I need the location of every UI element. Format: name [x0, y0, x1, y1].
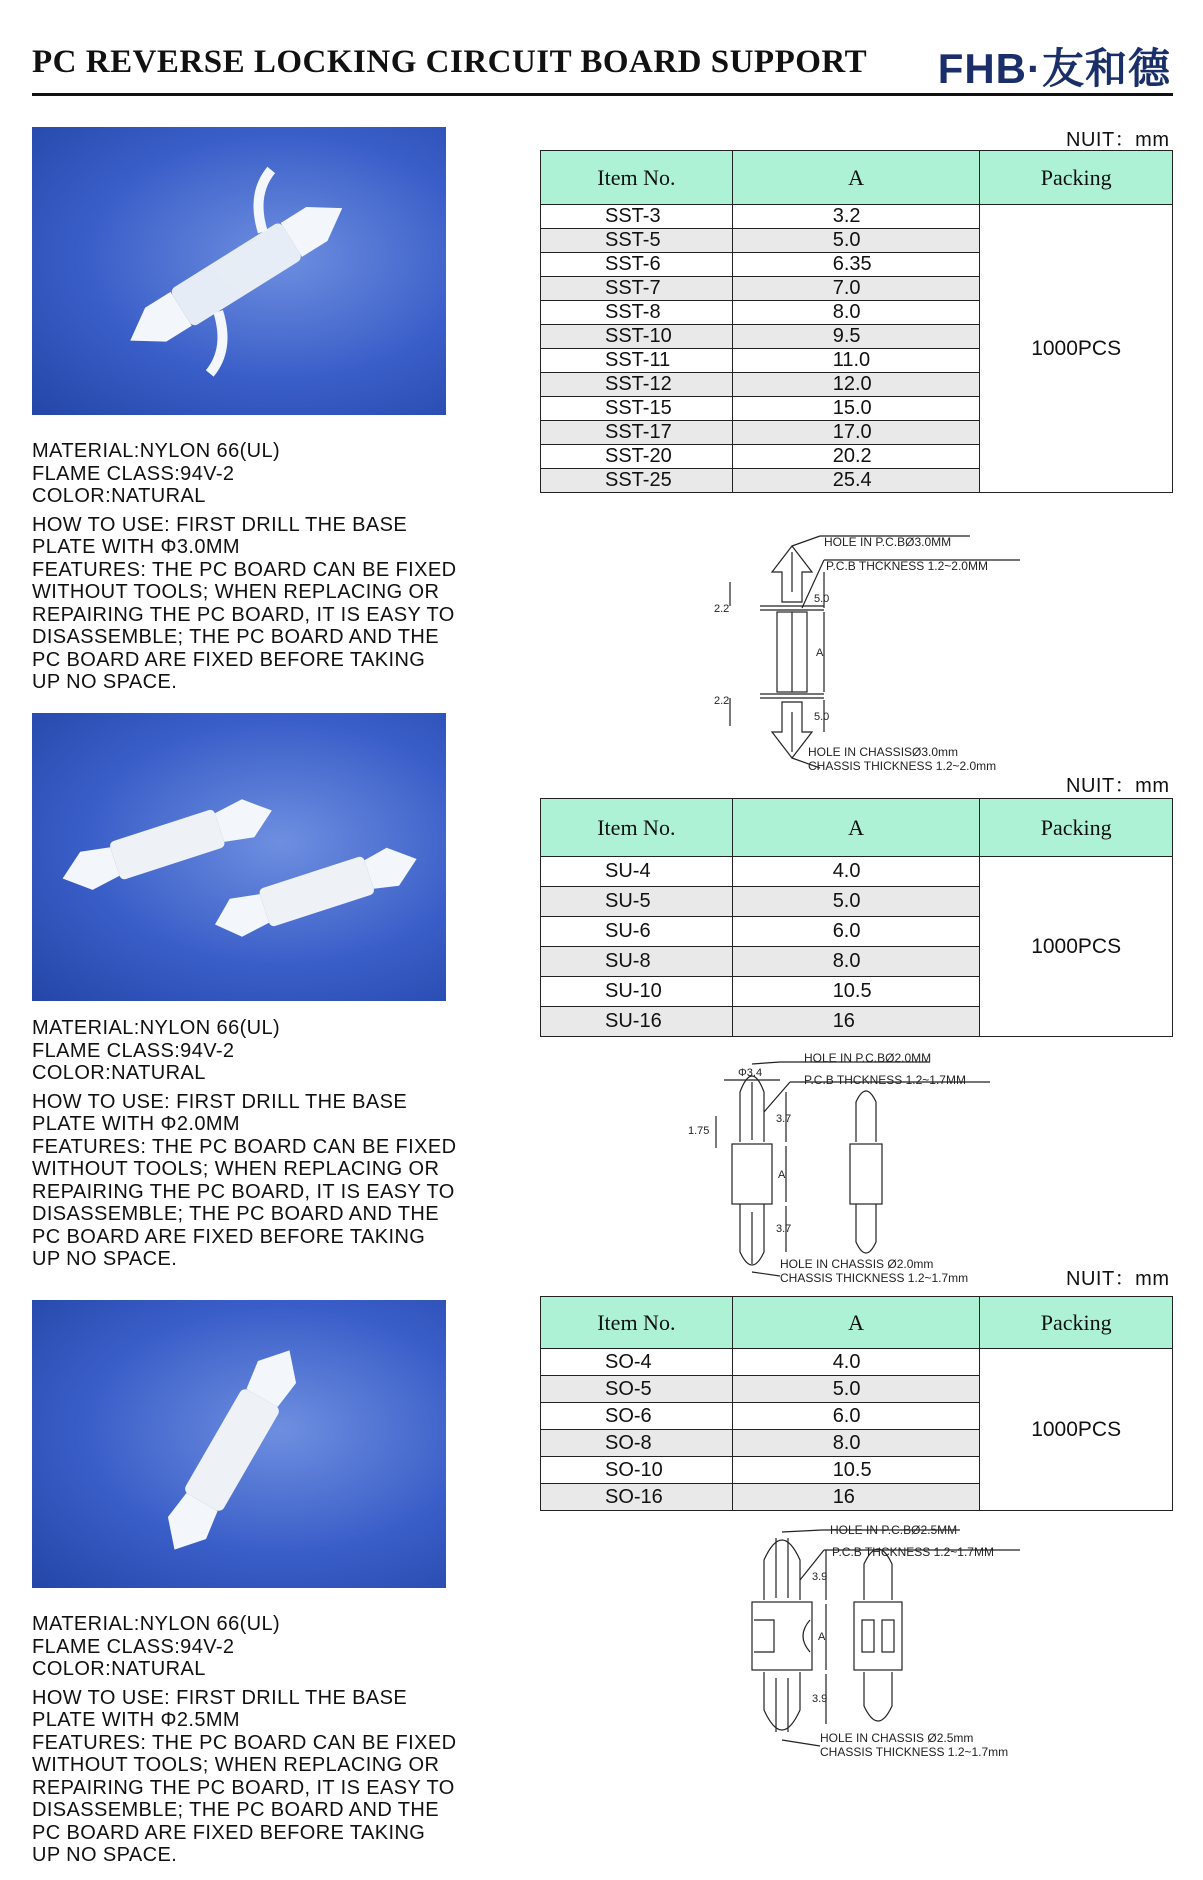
value-cell: 5.0	[732, 229, 980, 253]
item-cell: SST-8	[541, 301, 733, 325]
product-photo-su	[32, 713, 446, 1001]
note-hole-chassis: HOLE IN CHASSIS Ø2.0mm	[780, 1257, 934, 1271]
item-cell: SO-10	[541, 1457, 733, 1484]
item-cell: SU-6	[541, 917, 733, 947]
note-hole-pcb: HOLE IN P.C.BØ2.5MM	[830, 1523, 958, 1537]
item-cell: SST-10	[541, 325, 733, 349]
howto-text: HOW TO USE: FIRST DRILL THE BASE	[32, 513, 408, 536]
dim-label: 3.9	[812, 1571, 828, 1583]
feature-line: REPAIRING THE PC BOARD, IT IS EASY TO	[32, 1776, 455, 1799]
item-cell: SO-5	[541, 1376, 733, 1403]
value-cell: 17.0	[732, 421, 980, 445]
howto-text: PLATE WITH Φ2.0MM	[32, 1113, 240, 1135]
note-chassis-thickness: CHASSIS THICKNESS 1.2~1.7mm	[780, 1271, 969, 1285]
diagram-so	[740, 1520, 1060, 1760]
feature-line: DISASSEMBLE; THE PC BOARD AND THE	[32, 626, 440, 648]
item-cell: SU-8	[541, 947, 733, 977]
item-cell: SO-6	[541, 1403, 733, 1430]
brand-logo: FHB·友和德	[937, 45, 1171, 92]
value-cell: 16	[732, 1007, 980, 1037]
item-cell: SST-5	[541, 229, 733, 253]
item-cell: SU-16	[541, 1007, 733, 1037]
howto-text: HOW TO USE: FIRST DRILL THE BASE	[32, 1090, 408, 1113]
note-pcb-thickness: P.C.B THCKNESS 1.2~1.7MM	[804, 1073, 966, 1087]
value-cell: 5.0	[732, 887, 980, 917]
note-pcb-thickness: P.C.B THCKNESS 1.2~2.0MM	[826, 559, 988, 573]
col-header-packing: Packing	[980, 1297, 1173, 1349]
item-cell: SST-11	[541, 349, 733, 373]
value-cell: 4.0	[732, 1349, 980, 1376]
item-cell: SST-12	[541, 373, 733, 397]
specs-so	[32, 1613, 462, 1867]
header-divider	[32, 93, 1173, 96]
value-cell: 4.0	[732, 857, 980, 887]
table-row	[541, 1349, 1173, 1376]
flame-text: FLAME CLASS:94V-2	[32, 1635, 235, 1658]
feature-line: FEATURES: THE PC BOARD CAN BE FIXED	[32, 1731, 457, 1754]
table-row	[541, 205, 1173, 229]
note-hole-chassis: HOLE IN CHASSIS Ø2.5mm	[820, 1731, 974, 1745]
col-header-item: Item No.	[541, 151, 733, 205]
dim-label: A	[818, 1631, 826, 1643]
unit-label: NUIT：mm	[1066, 1268, 1170, 1290]
material-text: MATERIAL:NYLON 66(UL)	[32, 440, 281, 462]
col-header-a: A	[732, 799, 980, 857]
unit-label: NUIT：mm	[1066, 129, 1170, 151]
value-cell: 25.4	[732, 469, 980, 493]
howto-text: PLATE WITH Φ2.5MM	[32, 1709, 240, 1731]
dim-label: 5.0	[814, 593, 830, 605]
note-pcb-thickness: P.C.B THCKNESS 1.2~1.7MM	[832, 1545, 994, 1559]
packing-cell: 1000PCS	[980, 205, 1173, 493]
value-cell: 5.0	[732, 1376, 980, 1403]
value-cell: 11.0	[732, 349, 980, 373]
feature-line: WITHOUT TOOLS; WHEN REPLACING OR	[32, 1754, 440, 1776]
col-header-item: Item No.	[541, 1297, 733, 1349]
spec-table-sst	[540, 150, 1173, 493]
product-photo-so	[32, 1300, 446, 1588]
dim-label: 2.2	[714, 695, 730, 707]
item-cell: SO-4	[541, 1349, 733, 1376]
dim-label: 5.0	[814, 711, 830, 723]
feature-line: FEATURES: THE PC BOARD CAN BE FIXED	[32, 558, 457, 581]
dim-label: 3.7	[776, 1223, 792, 1235]
spec-table-so	[540, 1296, 1173, 1511]
feature-line: WITHOUT TOOLS; WHEN REPLACING OR	[32, 1158, 440, 1180]
value-cell: 6.35	[732, 253, 980, 277]
flame-text: FLAME CLASS:94V-2	[32, 1039, 235, 1062]
value-cell: 12.0	[732, 373, 980, 397]
dim-label: 3.9	[812, 1693, 828, 1705]
item-cell: SST-7	[541, 277, 733, 301]
item-cell: SU-4	[541, 857, 733, 887]
diagram-su	[690, 1052, 1030, 1287]
dim-label: Φ3.4	[738, 1067, 763, 1079]
value-cell: 10.5	[732, 977, 980, 1007]
feature-line: DISASSEMBLE; THE PC BOARD AND THE	[32, 1799, 440, 1821]
table-row	[541, 857, 1173, 887]
note-chassis-thickness: CHASSIS THICKNESS 1.2~1.7mm	[820, 1745, 1009, 1759]
feature-line: WITHOUT TOOLS; WHEN REPLACING OR	[32, 581, 440, 603]
item-cell: SST-20	[541, 445, 733, 469]
value-cell: 10.5	[732, 1457, 980, 1484]
item-cell: SST-15	[541, 397, 733, 421]
dim-label: 3.7	[776, 1113, 792, 1125]
specs-sst	[32, 440, 462, 694]
note-chassis-thickness: CHASSIS THICKNESS 1.2~2.0mm	[808, 759, 997, 773]
note-hole-pcb: HOLE IN P.C.BØ3.0MM	[824, 535, 952, 549]
feature-line: UP NO SPACE.	[32, 1248, 178, 1270]
diagram-sst	[714, 532, 1040, 777]
material-text: MATERIAL:NYLON 66(UL)	[32, 1017, 281, 1039]
col-header-item: Item No.	[541, 799, 733, 857]
value-cell: 3.2	[732, 205, 980, 229]
note-hole-chassis: HOLE IN CHASSISØ3.0mm	[808, 745, 959, 759]
color-text: COLOR:NATURAL	[32, 485, 206, 507]
spec-table-su	[540, 798, 1173, 1037]
item-cell: SU-5	[541, 887, 733, 917]
value-cell: 8.0	[732, 947, 980, 977]
specs-su	[32, 1017, 462, 1271]
col-header-a: A	[732, 1297, 980, 1349]
dim-label: A	[816, 647, 824, 659]
dim-label: 2.2	[714, 603, 730, 615]
feature-line: DISASSEMBLE; THE PC BOARD AND THE	[32, 1203, 440, 1225]
color-text: COLOR:NATURAL	[32, 1062, 206, 1084]
col-header-packing: Packing	[980, 799, 1173, 857]
unit-label: NUIT：mm	[1066, 775, 1170, 797]
col-header-a: A	[732, 151, 980, 205]
howto-text: PLATE WITH Φ3.0MM	[32, 536, 240, 558]
packing-cell: 1000PCS	[980, 1349, 1173, 1511]
feature-line: PC BOARD ARE FIXED BEFORE TAKING	[32, 1225, 426, 1248]
feature-line: UP NO SPACE.	[32, 1844, 178, 1866]
item-cell: SST-17	[541, 421, 733, 445]
item-cell: SO-8	[541, 1430, 733, 1457]
col-header-packing: Packing	[980, 151, 1173, 205]
feature-line: FEATURES: THE PC BOARD CAN BE FIXED	[32, 1135, 457, 1158]
value-cell: 7.0	[732, 277, 980, 301]
value-cell: 9.5	[732, 325, 980, 349]
color-text: COLOR:NATURAL	[32, 1658, 206, 1680]
product-photo-sst	[32, 127, 446, 415]
value-cell: 15.0	[732, 397, 980, 421]
item-cell: SST-3	[541, 205, 733, 229]
page-title: PC REVERSE LOCKING CIRCUIT BOARD SUPPORT	[32, 44, 868, 80]
howto-text: HOW TO USE: FIRST DRILL THE BASE	[32, 1686, 408, 1709]
note-hole-pcb: HOLE IN P.C.BØ2.0MM	[804, 1051, 932, 1065]
item-cell: SST-6	[541, 253, 733, 277]
packing-cell: 1000PCS	[980, 857, 1173, 1037]
value-cell: 8.0	[732, 1430, 980, 1457]
value-cell: 16	[732, 1484, 980, 1511]
flame-text: FLAME CLASS:94V-2	[32, 462, 235, 485]
material-text: MATERIAL:NYLON 66(UL)	[32, 1613, 281, 1635]
item-cell: SU-10	[541, 977, 733, 1007]
item-cell: SST-25	[541, 469, 733, 493]
feature-line: PC BOARD ARE FIXED BEFORE TAKING	[32, 1821, 426, 1844]
value-cell: 8.0	[732, 301, 980, 325]
value-cell: 6.0	[732, 917, 980, 947]
value-cell: 20.2	[732, 445, 980, 469]
value-cell: 6.0	[732, 1403, 980, 1430]
dim-label: A	[778, 1169, 786, 1181]
feature-line: REPAIRING THE PC BOARD, IT IS EASY TO	[32, 1180, 455, 1203]
item-cell: SO-16	[541, 1484, 733, 1511]
dim-label: 1.75	[688, 1125, 710, 1137]
feature-line: UP NO SPACE.	[32, 671, 178, 693]
feature-line: REPAIRING THE PC BOARD, IT IS EASY TO	[32, 603, 455, 626]
feature-line: PC BOARD ARE FIXED BEFORE TAKING	[32, 648, 426, 671]
